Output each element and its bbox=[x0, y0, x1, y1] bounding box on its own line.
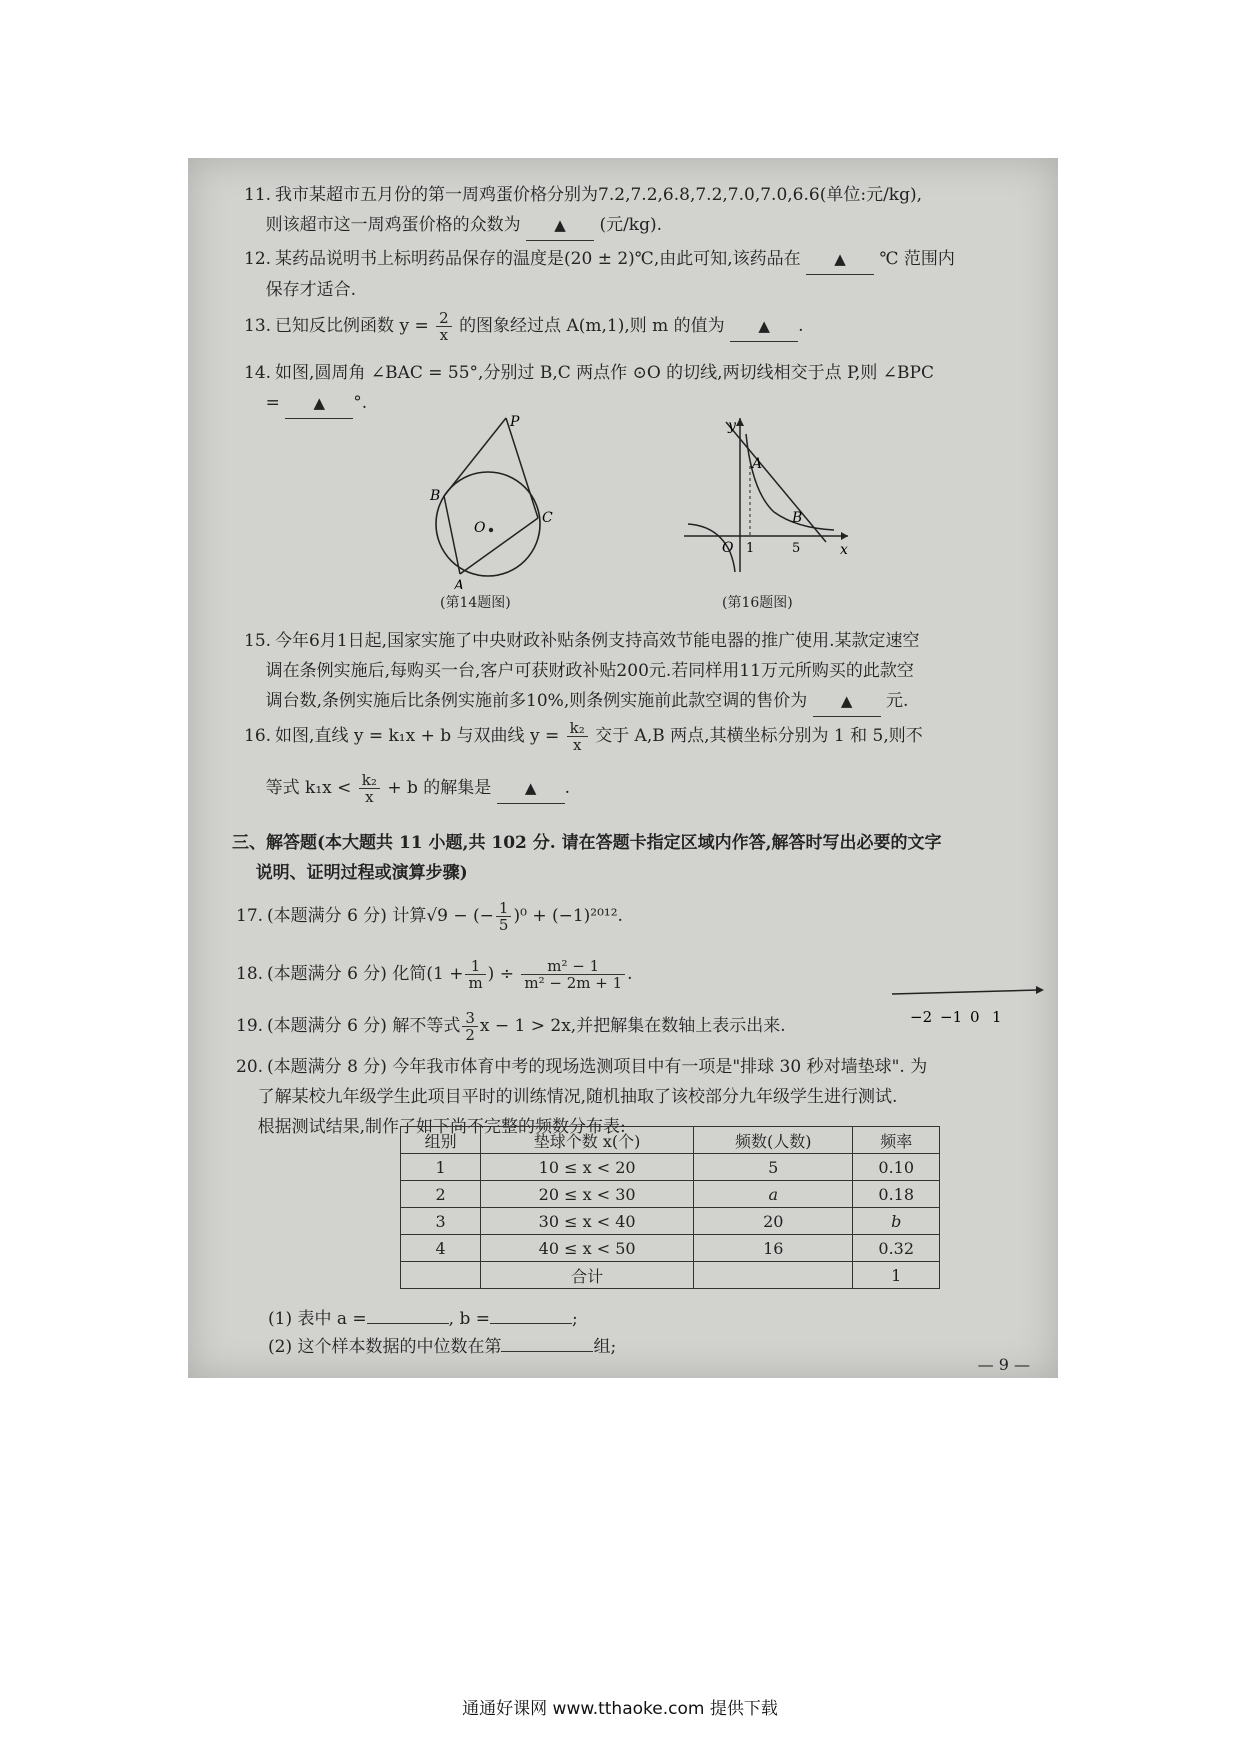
question-20-sub2: (2) 这个样本数据的中位数在第 组; bbox=[268, 1337, 617, 1357]
label-P: P bbox=[510, 414, 520, 430]
table-row: 3 30 ≤ x < 40 20 b bbox=[401, 1208, 940, 1235]
answer-blank-median bbox=[501, 1351, 593, 1352]
answer-blank-a bbox=[367, 1323, 449, 1324]
answer-blank: ▲ bbox=[813, 686, 881, 717]
figure-14-caption: (第14题图) bbox=[440, 595, 511, 611]
number-line bbox=[888, 980, 1048, 1030]
fraction: $\frac{2}{x}$ bbox=[436, 310, 452, 343]
question-12: 12. 某药品说明书上标明药品保存的温度是(20 ± 2)℃,由此可知,该药品在 ▲ ℃ 范围内 保存才适合. bbox=[244, 244, 1044, 305]
header-frequency: 频数(人数) bbox=[694, 1127, 853, 1154]
question-15: 15. 今年6月1日起,国家实施了中央财政补贴条例支持高效节能电器的推广使用.某款定速空 调在条例实施后,每购买一台,客户可获财政补贴200元.若同样用11万元所购买的此款空 调台数,条例实施后比条例实施前多10%,则条例实施前此款空调的售价为 ▲ 元. bbox=[244, 626, 1044, 717]
answer-blank: ▲ bbox=[806, 244, 874, 275]
answer-blank: ▲ bbox=[526, 210, 594, 241]
header-count: 垫球个数 x(个) bbox=[481, 1127, 694, 1154]
table-header-row bbox=[401, 1127, 940, 1154]
fraction: $\frac{\text{k₂}}{x}$ bbox=[567, 720, 588, 753]
label-C: C bbox=[542, 510, 553, 526]
footer-credit: 通通好课网 www.tthaoke.com 提供下载 bbox=[462, 1699, 778, 1719]
answer-blank: ▲ bbox=[497, 773, 565, 804]
question-16: 16. 如图,直线 y = k₁x + b 与双曲线 y = $\frac{\text{k₂}}{x}$ 交于 A,B 两点,其横坐标分别为 1 和 5,则不 bbox=[244, 719, 923, 754]
fraction: $\frac{1}{5}$ bbox=[496, 900, 512, 933]
question-14: 14. 如图,圆周角 ∠BAC = 55°,分别过 B,C 两点作 ⊙O 的切线,两切线相交于点 P,则 ∠BPC = ▲ °. bbox=[244, 358, 1044, 419]
header-rate: 频率 bbox=[853, 1127, 940, 1154]
question-19: 19. (本题满分 6 分) 解不等式 $\frac{3}{2}$ x − 1 > 2x,并把解集在数轴上表示出来. bbox=[236, 1009, 786, 1044]
fraction: $\frac{\text{k₂}}{x}$ bbox=[359, 772, 380, 805]
fraction: $\frac{\text{m² − 1}}{\text{m² − 2m + 1}}$ bbox=[521, 958, 625, 991]
question-16-line2: 等式 k₁x < $\frac{\text{k₂}}{x}$ + b 的解集是 ▲ . bbox=[265, 771, 571, 806]
figure-16-caption: (第16题图) bbox=[722, 595, 793, 611]
figure-14-circle bbox=[424, 414, 574, 589]
question-18: 18. (本题满分 6 分) 化简(1 + $\frac{1}{m}$ ) ÷ $\frac{\text{m² − 1}}{\text{m² − 2m + 1}}$ . bbox=[236, 957, 633, 992]
label-A: A bbox=[752, 456, 763, 472]
tick-1: 1 bbox=[746, 541, 755, 556]
question-20: 20. (本题满分 8 分) 今年我市体育中考的现场选测项目中有一项是"排球 30 秒对墙垫球". 为 了解某校九年级学生此项目平时的训练情况,随机抽取了该校部分九年级学生进行测试. 根据测试结果,制作了如下尚不完整的频数分布表: bbox=[236, 1057, 928, 1137]
fraction: $\frac{1}{m}$ bbox=[465, 958, 485, 991]
label-B: B bbox=[792, 510, 803, 526]
axis-label: 0 bbox=[970, 1008, 980, 1026]
figure-16-graph bbox=[678, 412, 853, 577]
question-17: 17. (本题满分 6 分) 计算√9 − (− $\frac{1}{5}$ )⁰ + (−1)²⁰¹². bbox=[236, 899, 623, 934]
question-11: 11. 我市某超市五月份的第一周鸡蛋价格分别为7.2,7.2,6.8,7.2,7.0,7.0,6.6(单位:元/kg), 则该超市这一周鸡蛋价格的众数为 ▲ (元/kg). bbox=[244, 180, 1044, 241]
q11-text: 我市某超市五月份的第一周鸡蛋价格分别为7.2,7.2,6.8,7.2,7.0,7.0,6.6(单位:元/kg), bbox=[275, 185, 923, 205]
table-row-total: 合计 1 bbox=[401, 1262, 940, 1289]
fraction: $\frac{3}{2}$ bbox=[462, 1010, 478, 1043]
section-3-heading: 三、解答题(本大题共 11 小题,共 102 分. 请在答题卡指定区域内作答,解答时写出必要的文字 说明、证明过程或演算步骤) bbox=[232, 833, 942, 883]
answer-blank: ▲ bbox=[730, 311, 798, 342]
page-number: — 9 — bbox=[977, 1355, 1030, 1374]
axis-label: 1 bbox=[992, 1008, 1002, 1026]
question-13: 13. 已知反比例函数 y = $\frac{2}{x}$ 的图象经过点 A(m,1),则 m 的值为 ▲ . bbox=[244, 309, 804, 344]
table-row: 1 10 ≤ x < 20 5 0.10 bbox=[401, 1154, 940, 1181]
frequency-table bbox=[400, 1126, 940, 1289]
axis-label: −1 bbox=[940, 1008, 963, 1026]
label-O: O bbox=[722, 540, 734, 556]
label-A: A bbox=[454, 578, 465, 589]
question-20-sub1: (1) 表中 a = , b = ; bbox=[268, 1309, 578, 1329]
tick-5: 5 bbox=[792, 541, 801, 556]
table-row: 2 20 ≤ x < 30 a 0.18 bbox=[401, 1181, 940, 1208]
label-x: x bbox=[840, 542, 848, 558]
answer-blank-b bbox=[490, 1323, 572, 1324]
label-y: y bbox=[728, 418, 736, 434]
label-O: O bbox=[474, 520, 486, 536]
axis-label: −2 bbox=[910, 1008, 933, 1026]
label-B: B bbox=[430, 488, 441, 504]
answer-blank: ▲ bbox=[285, 388, 353, 419]
table-row: 4 40 ≤ x < 50 16 0.32 bbox=[401, 1235, 940, 1262]
header-group: 组别 bbox=[401, 1127, 481, 1154]
